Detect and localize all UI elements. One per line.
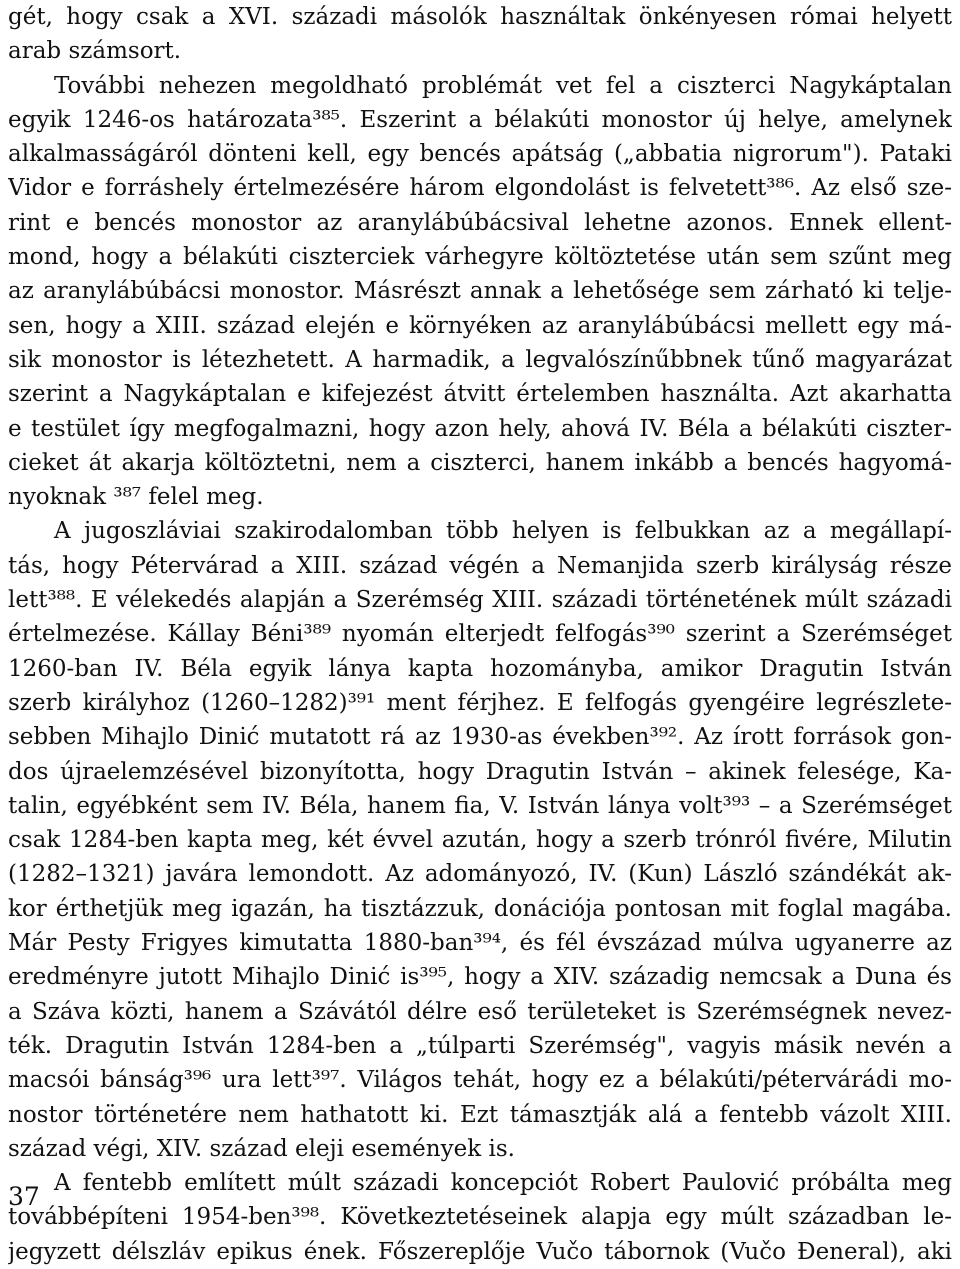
text-line: egyik 1246-os határozata³⁸⁵. Eszerint a bélakúti monostor új helye, amelynek — [8, 106, 952, 133]
text-line: macsói bánság³⁹⁶ ura lett³⁹⁷. Világos tehát, hogy ez a bélakúti/pétervárádi mo- — [8, 1067, 952, 1094]
text-line: nyoknak ³⁸⁷ felel meg. — [8, 484, 264, 511]
text-line: a Száva közti, hanem a Szávától délre eső területeket is Szerémségnek nevez- — [8, 998, 952, 1025]
text-line: e testület így megfogalmazni, hogy azon hely, ahová IV. Béla a bélakúti ciszter- — [8, 415, 952, 442]
text-line: nostor történetére nem hathatott ki. Ezt támasztják alá a fentebb vázolt XIII. — [8, 1101, 952, 1128]
body-text — [8, 0, 952, 1269]
text-line: jegyzett délszláv epikus ének. Főszereplője Vučo tábornok (Vučo Đeneral), aki — [8, 1238, 952, 1265]
text-line: dos újraelemzésével bizonyította, hogy Dragutin István – akinek felesége, Ka- — [8, 758, 952, 785]
text-line: sebben Mihajlo Dinić mutatott rá az 1930-as években³⁹². Az írott források gon- — [8, 724, 952, 751]
text-line: sen, hogy a XIII. század elején e környéken az aranylábúbácsi mellett egy má- — [8, 312, 952, 339]
text-line: alkalmasságáról dönteni kell, egy bencés apátság („abbatia nigrorum"). Pataki — [8, 141, 952, 168]
text-line: tás, hogy Pétervárad a XIII. század végén a Nemanjida szerb királyság része — [8, 552, 952, 579]
text-line: század végi, XIV. század eleji események is. — [8, 1135, 515, 1162]
text-line: cieket át akarja költöztetni, nem a ciszterci, hanem inkább a bencés hagyomá- — [8, 449, 952, 476]
text-line: Vidor e forráshely értelmezésére három elgondolást is felvetett³⁸⁶. Az első sze- — [8, 175, 952, 202]
text-line: értelmezése. Kállay Béni³⁸⁹ nyomán elterjedt felfogás³⁹⁰ szerint a Szerémséget — [8, 621, 952, 648]
text-line: arab számsort. — [8, 38, 182, 65]
text-line: szerb királyhoz (1260–1282)³⁹¹ ment férjhez. E felfogás gyengéire legrészlete- — [8, 689, 952, 716]
text-line: továbbépíteni 1954-ben³⁹⁸. Következtetéseinek alapja egy múlt században le- — [8, 1204, 952, 1231]
text-line: sik monostor is létezhetett. A harmadik, a legvalószínűbbnek tűnő magyarázat — [8, 346, 952, 373]
text-line: talin, egyébként sem IV. Béla, hanem fia, V. István lánya volt³⁹³ – a Szerémséget — [8, 792, 952, 819]
text-line: kor érthetjük meg igazán, ha tisztázzuk, donációja pontosan mit foglal magába. — [8, 895, 952, 922]
text-line: gét, hogy csak a XVI. századi másolók használtak önkényesen római helyett — [8, 4, 952, 30]
document-page — [8, 0, 952, 1269]
text-line: szerint a Nagykáptalan e kifejezést átvitt értelemben használta. Azt akarhatta — [8, 381, 952, 408]
text-line: csak 1284-ben kapta meg, két évvel azután, hogy a szerb trónról fivére, Milutin — [8, 827, 952, 854]
text-line: eredményre jutott Mihajlo Dinić is³⁹⁵, hogy a XIV. századig nemcsak a Duna és — [8, 964, 952, 991]
text-line: (1282–1321) javára lemondott. Az adományozó, IV. (Kun) László szándékát ak- — [8, 861, 952, 888]
text-line: rint e bencés monostor az aranylábúbácsival lehetne azonos. Ennek ellent- — [8, 209, 952, 236]
text-line: Már Pesty Frigyes kimutatta 1880-ban³⁹⁴, és fél évszázad múlva ugyanerre az — [8, 930, 952, 957]
text-line: További nehezen megoldható problémát vet fel a ciszterci Nagykáptalan — [54, 72, 952, 99]
text-line: A fentebb említett múlt századi koncepciót Robert Paulović próbálta meg — [54, 1170, 952, 1197]
text-line: ték. Dragutin István 1284-ben a „túlparti Szerémség", vagyis másik nevén a — [8, 1032, 952, 1059]
text-line: lett³⁸⁸. E vélekedés alapján a Szerémség XIII. századi történetének múlt századi — [8, 587, 952, 614]
text-line: 1260-ban IV. Béla egyik lánya kapta hozományba, amikor Dragutin István — [8, 655, 952, 682]
page-number: 37 — [8, 1182, 40, 1211]
text-line: mond, hogy a bélakúti ciszterciek várhegyre költöztetése után sem szűnt meg — [8, 244, 952, 271]
text-line: A jugoszláviai szakirodalomban több helyen is felbukkan az a megállapí- — [54, 518, 952, 545]
text-line: az aranylábúbácsi monostor. Másrészt annak a lehetősége sem zárható ki telje- — [8, 278, 952, 305]
